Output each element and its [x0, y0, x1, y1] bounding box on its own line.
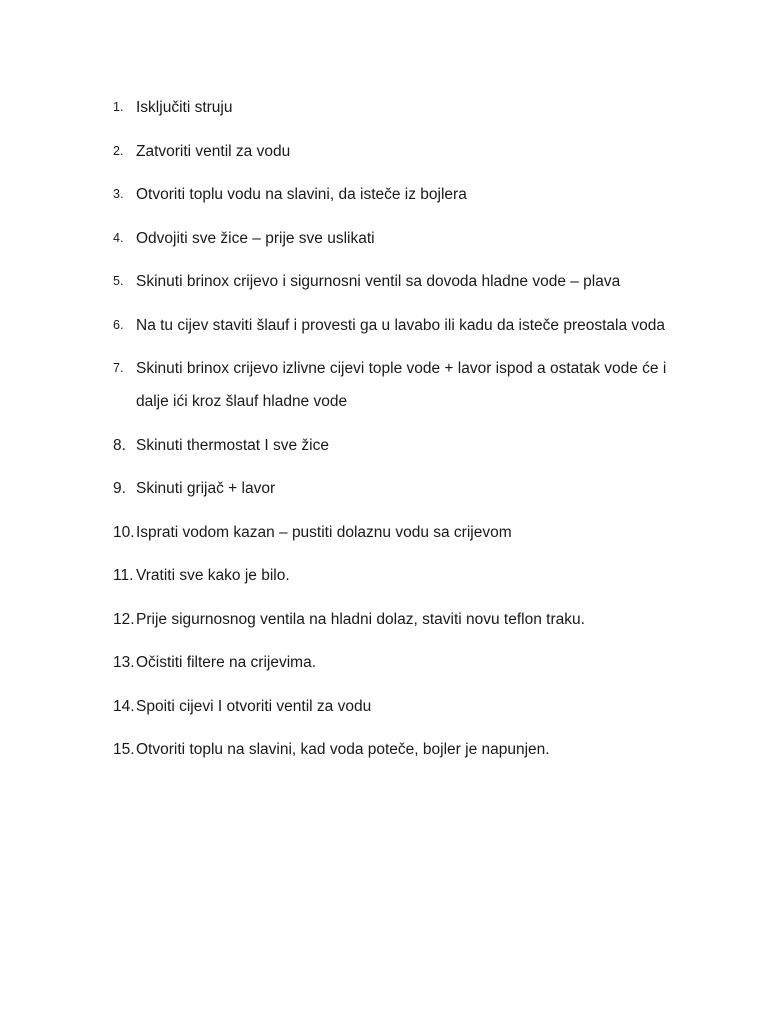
step-text: Skinuti grijač + lavor	[136, 480, 276, 497]
step-text: Skinuti brinox crijevo izlivne cijevi tople vode + lavor ispod a ostatak vode će i dalje ići kroz šlauf hladne vode	[136, 360, 667, 410]
step-number: 1.	[113, 100, 124, 114]
step-number: 15.	[113, 741, 135, 758]
step-number: 14.	[113, 697, 135, 715]
step-text: Vratiti sve kako je bilo.	[136, 567, 290, 584]
step-number: 11.	[113, 567, 134, 584]
list-item	[113, 429, 693, 462]
list-item	[113, 135, 693, 168]
step-number: 4.	[113, 230, 124, 245]
step-text: Otvoriti toplu vodu na slavini, da isteče iz bojlera	[136, 186, 467, 203]
step-number: 6.	[113, 317, 124, 332]
list-item	[113, 472, 693, 505]
step-text: Isključiti struju	[136, 99, 233, 116]
list-item	[113, 733, 693, 766]
step-number: 5.	[113, 274, 124, 288]
step-text: Odvojiti sve žice – prije sve uslikati	[136, 229, 375, 247]
list-item	[113, 178, 693, 211]
step-number: 2.	[113, 143, 124, 158]
step-text: Otvoriti toplu na slavini, kad voda poteče, bojler je napunjen.	[136, 741, 550, 758]
step-number: 13.	[113, 654, 135, 671]
step-text: Spoiti cijevi I otvoriti ventil za vodu	[136, 697, 372, 715]
list-item	[113, 690, 693, 723]
step-number: 7.	[113, 361, 124, 375]
list-item	[113, 265, 693, 298]
step-number: 8.	[113, 436, 126, 454]
step-text: Očistiti filtere na crijevima.	[136, 654, 317, 671]
step-text: Prije sigurnosnog ventila na hladni dolaz, staviti novu teflon traku.	[136, 610, 585, 628]
list-item	[113, 516, 693, 549]
step-number: 10.	[113, 523, 135, 541]
step-number: 9.	[113, 480, 126, 497]
step-text: Na tu cijev staviti šlauf i provesti ga u lavabo ili kadu da isteče preostala voda	[136, 316, 666, 334]
step-number: 12.	[113, 610, 135, 628]
list-item	[113, 603, 693, 636]
step-text: Skinuti brinox crijevo i sigurnosni ventil sa dovoda hladne vode – plava	[136, 273, 621, 290]
step-text: Isprati vodom kazan – pustiti dolaznu vodu sa crijevom	[136, 523, 512, 541]
list-item	[113, 222, 693, 255]
list-item	[113, 646, 693, 679]
step-number: 3.	[113, 187, 124, 201]
step-text: Skinuti thermostat I sve žice	[136, 436, 329, 454]
steps-list	[113, 91, 693, 777]
list-item	[113, 352, 693, 418]
step-text: Zatvoriti ventil za vodu	[136, 142, 291, 160]
list-item	[113, 559, 693, 592]
list-item	[113, 91, 693, 124]
list-item	[113, 309, 693, 342]
